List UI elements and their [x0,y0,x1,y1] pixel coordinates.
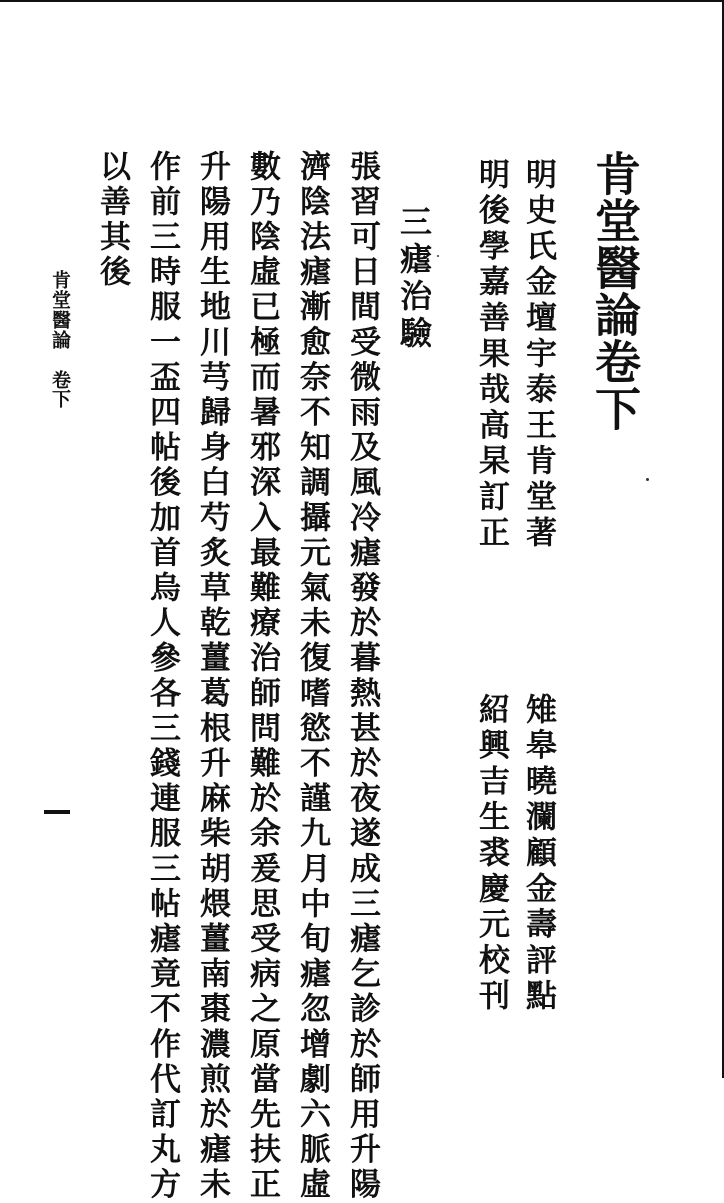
body-line: 張習可日間受微雨及風冷瘧發於暮熱甚於夜遂成三瘧乞診於師用升陽 [344,150,380,1203]
book-title: 肯堂醫論卷下 [588,150,642,432]
print-speck [437,255,439,257]
editor-credit: 明後學嘉善果哉高杲訂正 [473,158,509,552]
margin-volume-label: 卷下 [49,370,71,408]
page-number [44,810,70,814]
body-line: 數乃陰虛已極而暑邪深入最難療治師問難於余爰思受病之原當先扶正 [244,150,280,1203]
body-line: 以善其後 [94,150,130,291]
page-border-top [0,0,724,2]
author-credit: 明史氏金壇宇泰王肯堂著 [520,158,556,552]
body-line: 作前三時服一盃四帖後加首烏人參各三錢連服三帖瘧竟不作代訂丸方 [144,150,180,1203]
commentator-credit: 雉皋曉瀾顧金壽評點 [520,693,556,1016]
publisher-credit: 紹興吉生裘慶元校刊 [473,693,509,1016]
section-heading: 三瘧治驗 [395,205,433,353]
margin-book-title: 肯堂醫論 [49,270,71,350]
print-speck [646,478,649,481]
body-line: 升陽用生地川芎歸身白芍炙草乾薑葛根升麻柴胡煨薑南棗濃煎於瘧未 [194,150,230,1203]
page-number-text [44,810,45,811]
body-line: 濟陰法瘧漸愈奈不知調攝元氣未復嗜慾不謹九月中旬瘧忽增劇六脈虛 [294,150,330,1203]
